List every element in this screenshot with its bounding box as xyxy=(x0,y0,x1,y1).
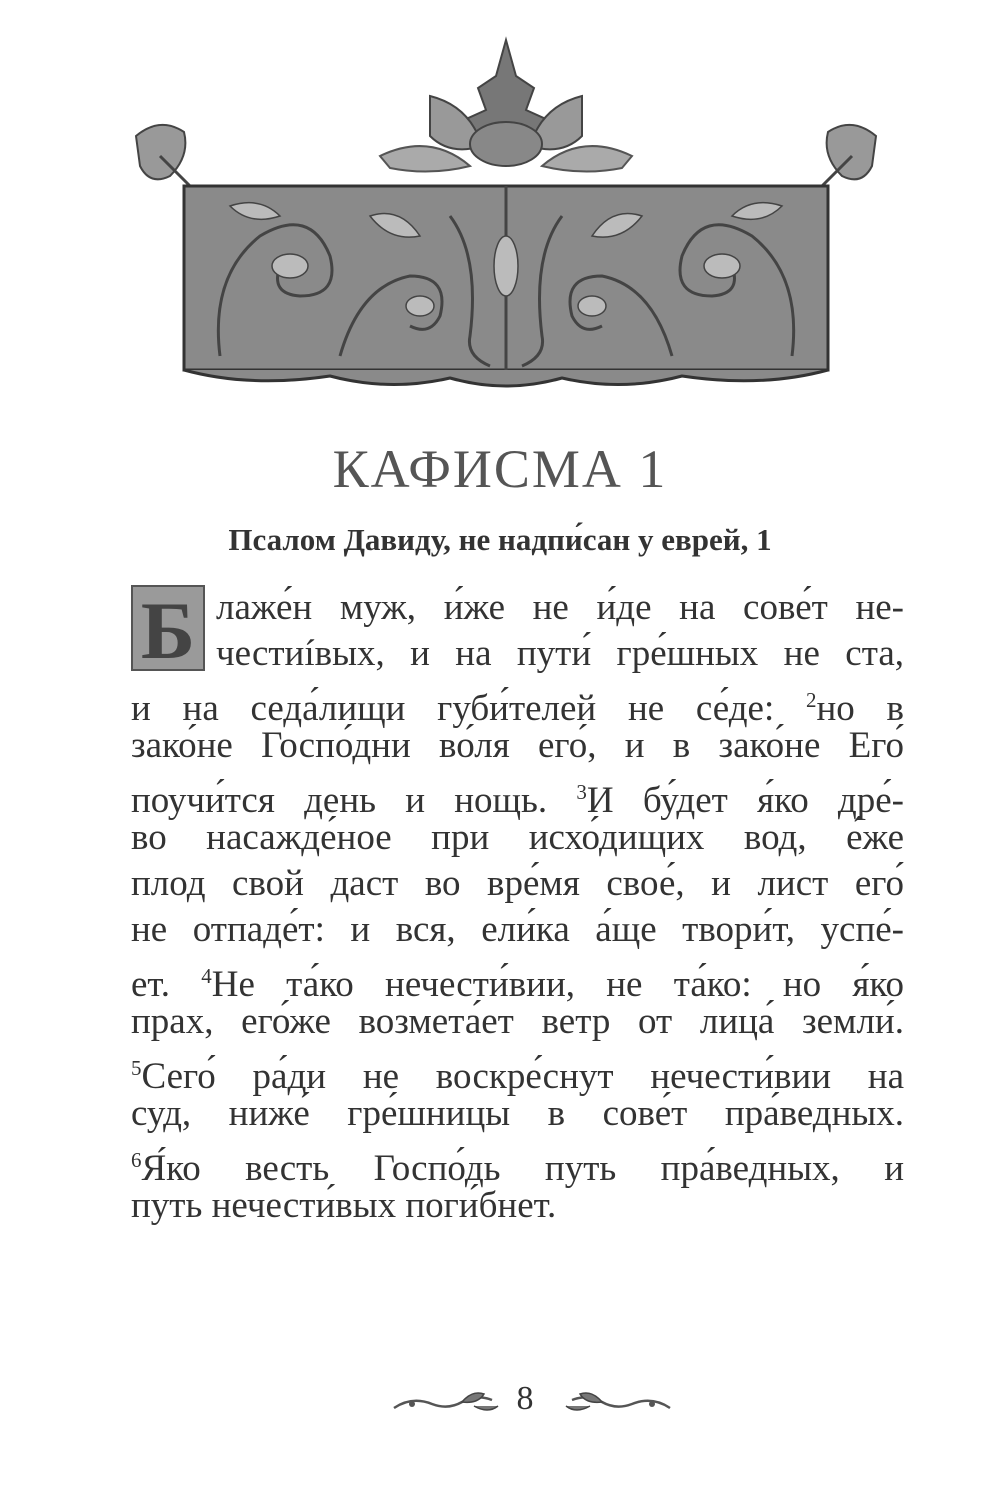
footer-ornament-right xyxy=(562,1388,672,1418)
psalm-text-line-13: $^6$Я́ко весть Госпо́дь путь пра́ведных, и xyxy=(131,1148,904,1189)
drop-cap-initial xyxy=(130,584,206,672)
footer-ornament-left xyxy=(392,1388,502,1418)
psalm-text-line-6: во насажде́ное при исхо́дищих вод, е́же xyxy=(131,817,904,858)
psalm-text-line-7: плод свой даст во вре́мя свое́, и лист его́ xyxy=(131,863,904,904)
verse-number: 3 xyxy=(576,780,587,804)
psalm-text-line-1: лаже́н муж, и́же не и́де на сове́т не- xyxy=(216,587,904,628)
kathisma-title: КАФИСМА 1 xyxy=(332,439,668,499)
psalm-heading: Псалом Давиду, не надпи́сан у еврей, 1 xyxy=(228,522,772,557)
psalm-text-line-11: $^5$Сего́ ра́ди не воскре́снут нечести́вии на xyxy=(131,1056,904,1097)
psalm-text-line-2: честиíвых, и на пути́ гре́шных не ста, xyxy=(216,633,904,674)
psalm-text-line-5: поучи́тся день и нощь. $^3$И бу́дет я́ко дре́- xyxy=(131,780,904,821)
header-ornament xyxy=(130,36,882,394)
psalm-text-line-3: и на седа́лищи губи́телей не се́де: $^2$но в xyxy=(131,688,904,729)
psalm-text-line-14: путь нечести́вых поги́бнет. xyxy=(131,1185,557,1226)
page-number: 8 xyxy=(516,1380,534,1417)
psalm-text-line-12: суд, ниже́ гре́шницы в сове́т пра́ведных. xyxy=(131,1093,904,1134)
psalm-text-line-10: прах, его́же возмета́ет ветр от лица́ земли́. xyxy=(131,1001,904,1042)
svg-text:Б: Б xyxy=(140,585,196,672)
psalm-text-line-4: зако́не Госпо́дни во́ля его́, и в зако́не Его́ xyxy=(131,725,904,766)
verse-number: 6 xyxy=(131,1148,142,1172)
verse-number: 2 xyxy=(805,688,817,712)
psalm-text-line-9: ет. $^4$Не та́ко нечести́вии, не та́ко: но я́ко xyxy=(131,964,905,1005)
psalm-text-line-8: не отпаде́т: и вся, ели́ка а́ще твори́т, успе́- xyxy=(131,909,904,950)
verse-number: 5 xyxy=(131,1056,142,1080)
verse-number: 4 xyxy=(201,964,212,988)
